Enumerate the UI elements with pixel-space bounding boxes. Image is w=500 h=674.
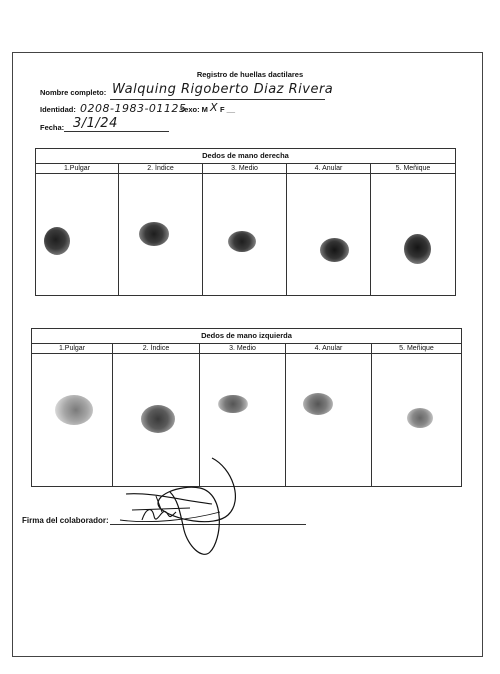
sexo-label: sexo: M: [180, 105, 208, 114]
right-hand-title: Dedos de mano derecha: [36, 149, 455, 164]
left-ring-label: 4. Anular: [286, 344, 371, 354]
sexo-mark: X: [210, 101, 219, 114]
fecha-label: Fecha:: [40, 123, 65, 132]
nombre-label: Nombre completo:: [40, 88, 107, 97]
sexo-f-label: F __: [220, 105, 236, 114]
signature-label: Firma del colaborador:: [22, 516, 109, 525]
identidad-value: 0208-1983-01125: [80, 102, 187, 115]
identidad-label: Identidad:: [40, 105, 76, 114]
right-middle-label: 3. Medio: [203, 164, 286, 174]
right-thumb-label: 1.Pulgar: [36, 164, 118, 174]
right-ring-label: 4. Anular: [287, 164, 370, 174]
fecha-value: 3/1/24: [73, 116, 118, 131]
right-index-label: 2. Índice: [119, 164, 202, 174]
form-title: Registro de huellas dactilares: [196, 70, 304, 79]
left-index-label: 2. Índice: [113, 344, 199, 354]
left-hand-title: Dedos de mano izquierda: [32, 329, 461, 344]
nombre-value: Walquing Rigoberto Diaz Rivera: [112, 82, 334, 97]
left-pinky-label: 5. Meñique: [372, 344, 461, 354]
left-middle-label: 3. Medio: [200, 344, 285, 354]
left-thumb-label: 1.Pulgar: [32, 344, 112, 354]
right-pinky-label: 5. Meñique: [371, 164, 455, 174]
